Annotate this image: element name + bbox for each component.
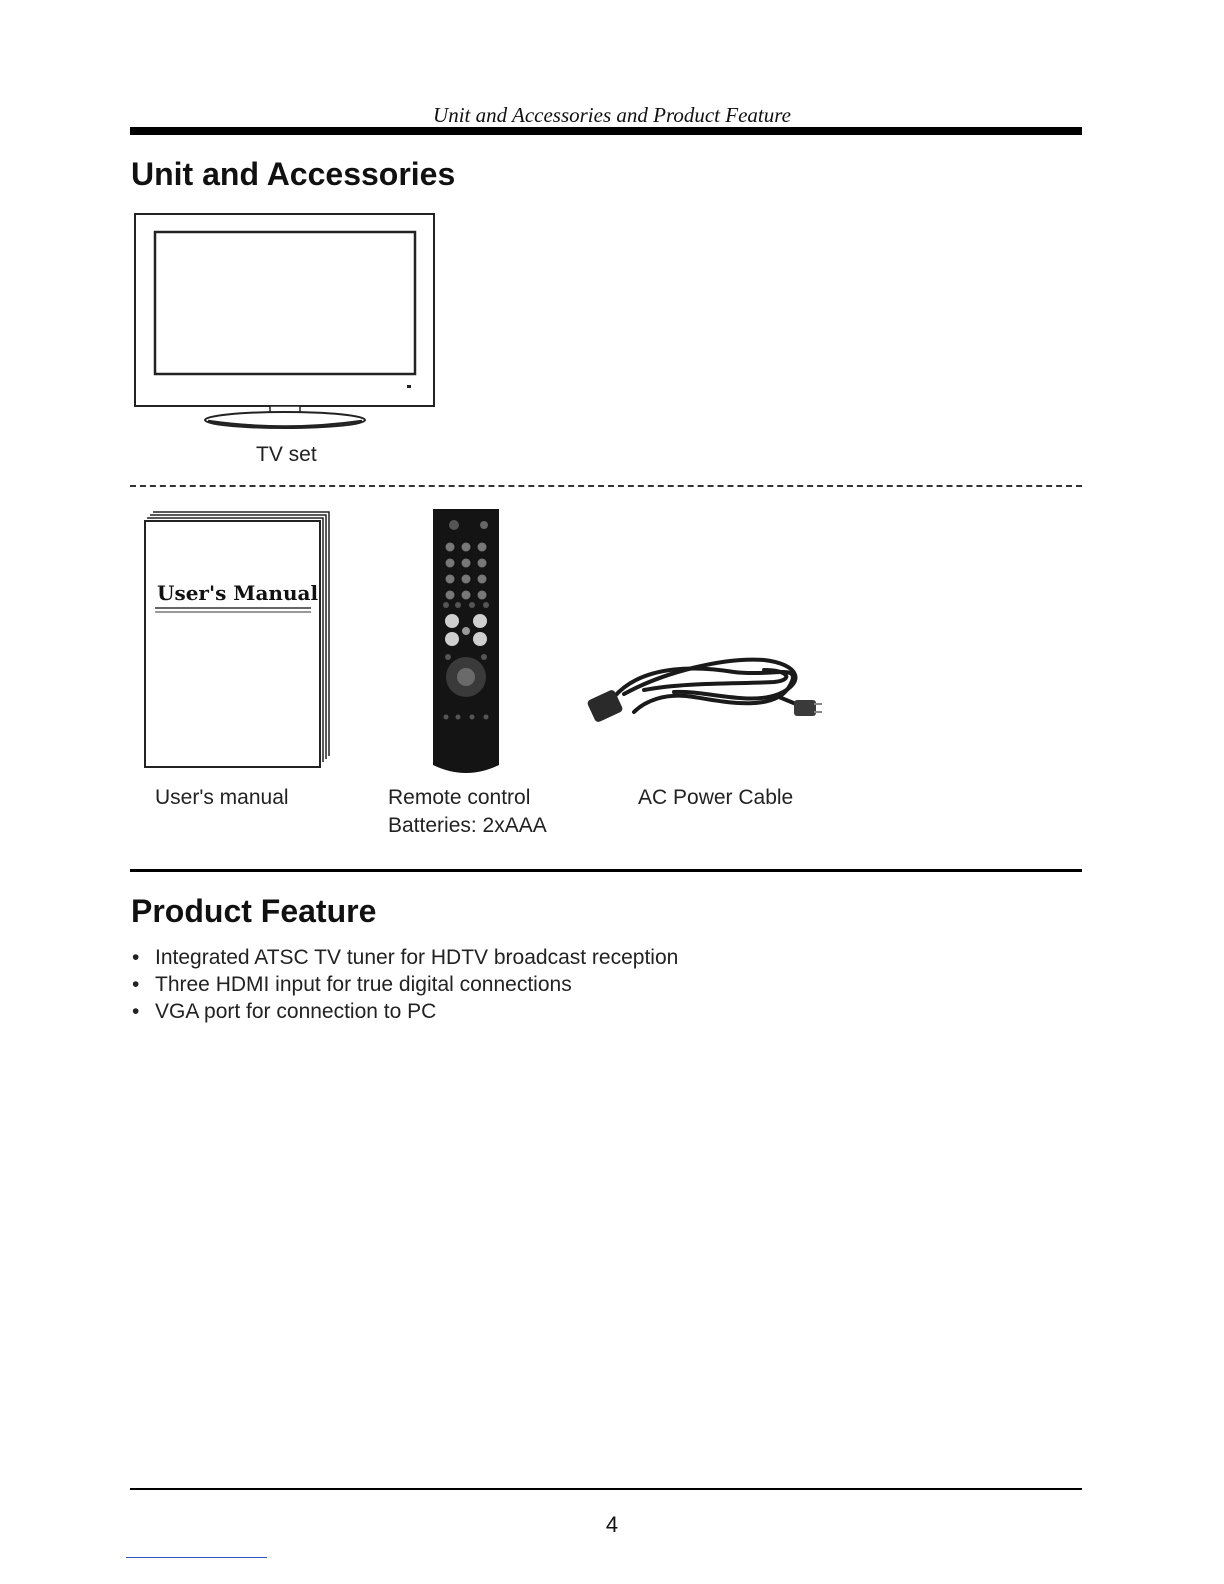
feature-item: • Three HDMI input for true digital connections: [132, 973, 572, 996]
section-rule: [130, 869, 1082, 872]
feature-item: • VGA port for connection to PC: [132, 1000, 437, 1023]
unit-accessories-heading: Unit and Accessories: [131, 156, 456, 192]
header-rule: [130, 127, 1082, 135]
tv-set-caption: TV set: [256, 443, 317, 466]
remote-control-illustration: [430, 507, 502, 782]
users-manual-illustration: [143, 508, 333, 770]
feature-item: • Integrated ATSC TV tuner for HDTV broadcast reception: [132, 946, 679, 969]
ac-power-cable-illustration: [574, 642, 824, 732]
footnote-link-line: [126, 1557, 267, 1558]
batteries-caption: Batteries: 2xAAA: [388, 814, 547, 837]
remote-control-caption: Remote control: [388, 786, 531, 809]
users-manual-caption: User's manual: [155, 786, 289, 809]
bullet-icon: •: [132, 973, 140, 996]
ac-power-cable-caption: AC Power Cable: [638, 786, 794, 809]
running-header: Unit and Accessories and Product Feature: [433, 103, 791, 127]
dashed-divider: [130, 485, 1082, 487]
bullet-icon: •: [132, 946, 140, 969]
tv-set-illustration: [130, 210, 442, 435]
footer-rule: [130, 1488, 1082, 1490]
manual-cover-title: User's Manual: [157, 581, 319, 605]
feature-list: [132, 944, 678, 1025]
product-feature-heading: Product Feature: [131, 893, 377, 929]
page-number: 4: [605, 1512, 619, 1537]
bullet-icon: •: [132, 1000, 140, 1023]
